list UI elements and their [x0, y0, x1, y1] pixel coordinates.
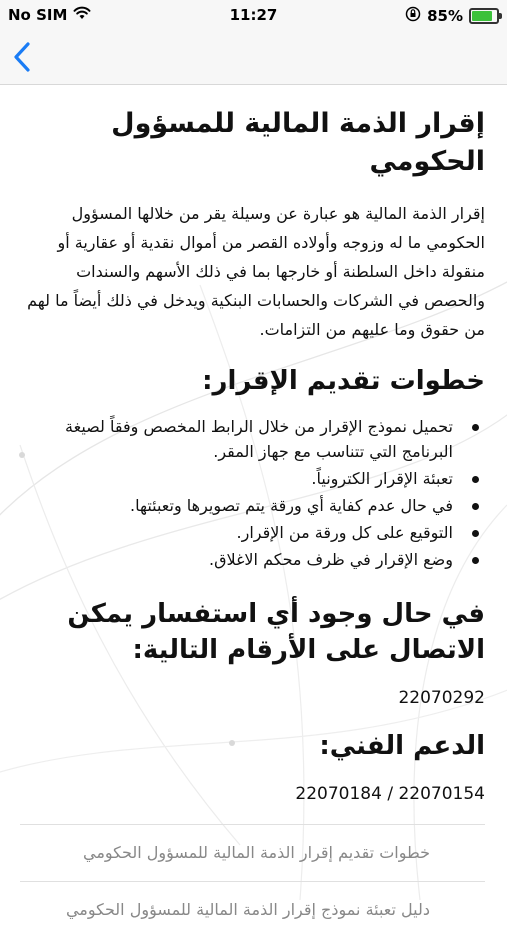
battery-level: [472, 11, 492, 21]
contact-heading: في حال وجود أي استفسار يمكن الاتصال على الأرقام التالية:: [67, 599, 485, 665]
contact-number[interactable]: 22070292: [398, 688, 485, 708]
related-link-guide[interactable]: دليل تعبئة نموذج إقرار الذمة المالية للمسؤول الحكومي: [20, 881, 485, 938]
support-heading: الدعم الفني:: [319, 731, 485, 761]
battery-cap: [499, 13, 502, 19]
orientation-lock-icon: [405, 6, 421, 26]
step-item: وضع الإقرار في ظرف محكم الاغلاق.: [20, 547, 453, 572]
status-right: [405, 6, 499, 26]
step-item: تحميل نموذج الإقرار من خلال الرابط المخصص وفقاً لصيغة البرنامج التي تتناسب مع جهاز المقر.: [20, 414, 453, 464]
article-intro: إقرار الذمة المالية هو عبارة عن وسيلة يقر من خلالها المسؤول الحكومي ما له وزوجه وأولاده القصر من أموال نقدية أو عقارية أو منقولة داخل السلطنة أو خارجها بما في ذلك الأسهم والسندات والحصص في الشركات والحسابات البنكية ويدخل في ذلك أيضاً ما لهم من حقوق وما عليهم من التزامات.: [27, 204, 485, 339]
steps-heading: خطوات تقديم الإقرار:: [202, 366, 485, 396]
back-button[interactable]: [10, 40, 34, 74]
steps-list: [20, 414, 485, 572]
status-time: 11:27: [229, 6, 278, 24]
navigation-bar: [0, 30, 507, 85]
step-item: في حال عدم كفاية أي ورقة يتم تصويرها وتعبئتها.: [20, 493, 453, 518]
support-numbers[interactable]: 22070154 / 22070184: [295, 784, 485, 804]
battery-percent: 85%: [427, 7, 463, 25]
battery-charging-icon: [469, 8, 499, 24]
article: [0, 105, 507, 938]
step-item: تعبئة الإقرار الكترونياً.: [20, 466, 453, 491]
content-area[interactable]: [0, 85, 507, 919]
related-links: [20, 824, 485, 938]
chevron-left-icon: [10, 40, 34, 74]
step-item: التوقيع على كل ورقة من الإقرار.: [20, 520, 453, 545]
carrier-label: No SIM: [8, 6, 68, 24]
status-bar: [0, 0, 507, 30]
related-link-steps[interactable]: خطوات تقديم إقرار الذمة المالية للمسؤول الحكومي: [20, 824, 485, 881]
article-title: إقرار الذمة المالية للمسؤول الحكومي: [111, 108, 485, 177]
